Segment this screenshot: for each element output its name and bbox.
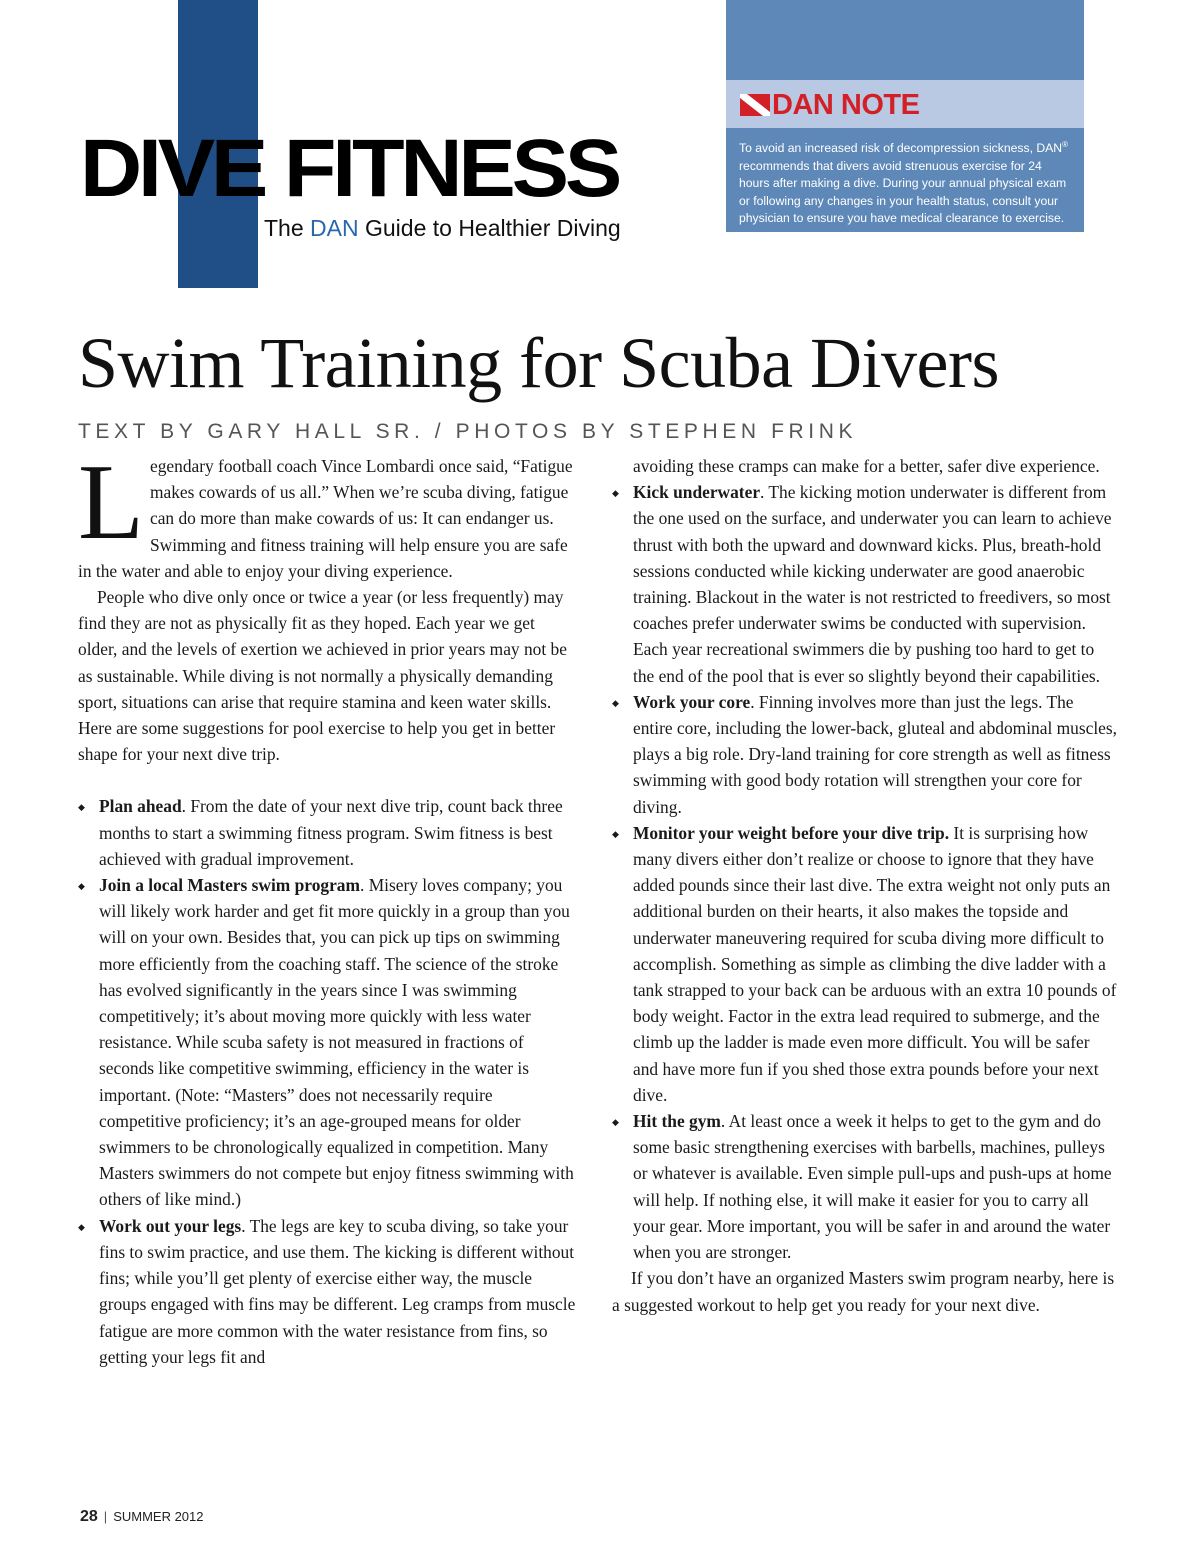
- section-subtitle: [264, 215, 621, 242]
- article-column-left: [78, 443, 578, 1370]
- footer-separator: |: [103, 1509, 108, 1524]
- registered-mark: ®: [1062, 140, 1069, 149]
- list-item: [612, 689, 1117, 820]
- tip-text: . Misery loves company; you will likely work harder and get fit more quickly in a group than you will on your own. Besides that, you can pick up tips on swimming more efficiently from the coaching staff. The science of the stroke has evolved significantly in the years since I was swimming competitively; it’s about moving more quickly with less water resistance. While scuba safety is not measured in fractions of seconds like competitive swimming, efficiency in the water is important. (Note: “Masters” does not necessarily require competitive proficiency; it’s an age-grouped means for older swimmers to be chronologically equalized in competition. Many Masters swimmers do not compete but enjoy fitness swimming with others of like mind.): [99, 875, 574, 1210]
- closing-paragraph: If you don’t have an organized Masters swim program nearby, here is a suggested workout to help get you ready for your next dive.: [612, 1268, 1115, 1315]
- dan-note-heading: DAN NOTE: [772, 89, 920, 121]
- dan-note-box: [726, 0, 1084, 232]
- tip-text: . Finning involves more than just the legs. The entire core, including the lower-back, gluteal and abdominal muscles, plays a big role. Dry-land training for core strength as well as fitness swimming with good body rotation will strengthen your core for diving.: [633, 691, 1118, 817]
- tip-lead: Kick underwater: [633, 482, 761, 503]
- intro-paragraph: [78, 443, 578, 584]
- page-number: 28: [80, 1508, 98, 1525]
- dan-logo-icon: [740, 94, 770, 116]
- subtitle-post: Guide to Healthier Diving: [358, 215, 621, 241]
- intro-text: egendary football coach Vince Lombardi once said, “Fatigue makes cowards of us all.” When we’re scuba diving, fatigue can do more than make cowards of us: It can endanger us. Swimming and fitness training will help ensure you are safe in the water and able to enjoy your diving experience.: [78, 456, 573, 581]
- tips-list-right: [612, 479, 1117, 1265]
- tips-list-left: [78, 793, 578, 1369]
- note-text-b: recommends that divers avoid strenuous exercise for 24 hours after making a dive. During your annual physical exam or following any changes in your health status, consult your physician to ensure you have medical clearance to exercise.: [739, 158, 1067, 226]
- issue-label: SUMMER 2012: [113, 1509, 204, 1524]
- tip-lead: Work out your legs: [99, 1215, 242, 1236]
- tip-text: . The legs are key to scuba diving, so take your fins to swim practice, and use them. The kicking is different without fins; while you’ll get plenty of exercise either way, the muscle groups engaged with fins may be different. Leg cramps from muscle fatigue are more common with the water resistance from fins, so getting your legs fit and: [99, 1215, 576, 1367]
- byline: TEXT BY GARY HALL SR. / PHOTOS BY STEPHEN FRINK: [78, 420, 858, 443]
- tip-lead: Hit the gym: [633, 1111, 721, 1132]
- page-footer: [80, 1508, 204, 1526]
- dan-note-text: [739, 136, 1069, 228]
- list-item: [78, 793, 578, 872]
- subtitle-brand: DAN: [310, 215, 359, 241]
- body-paragraph: People who dive only once or twice a year (or less frequently) may find they are not as physically fit as they hoped. Each year we get older, and the levels of exertion we achieved in prior years may not be as sustainable. While diving is not normally a physically demanding sport, situations can arise that require stamina and keen water skills. Here are some suggestions for pool exercise to help you get in better shape for your next dive trip.: [78, 587, 567, 765]
- subtitle-pre: The: [264, 215, 311, 241]
- list-item: [612, 479, 1117, 689]
- tip-lead: Plan ahead: [99, 796, 182, 817]
- note-text-a: To avoid an increased risk of decompression sickness, DAN: [739, 141, 1063, 156]
- tip-text: . At least once a week it helps to get to the gym and do some basic strengthening exercises with barbells, machines, pulleys or whatever is available. Even simple pull-ups and push-ups at home will help. If nothing else, it will make it easier for you to carry all your gear. More important, you will be safer in and around the water when you are stronger.: [633, 1111, 1112, 1263]
- section-title: DIVE FITNESS: [80, 123, 619, 214]
- tip-lead: Monitor your weight before your dive trip.: [633, 822, 950, 843]
- list-item: [612, 1108, 1117, 1265]
- tip-lead: Join a local Masters swim program: [99, 875, 360, 896]
- paragraph-gap: [78, 767, 578, 793]
- tip-text: . From the date of your next dive trip, count back three months to start a swimming fitness program. Swim fitness is best achieved with gradual improvement.: [99, 796, 563, 869]
- list-item: [78, 872, 578, 1213]
- article-column-right: [612, 453, 1117, 1318]
- drop-cap: L: [78, 443, 144, 562]
- tip-lead: Work your core: [633, 691, 751, 712]
- tip-text: It is surprising how many divers either don’t realize or choose to ignore that they have added pounds since their last dive. The extra weight not only puts an additional burden on their hearts, it also makes the topside and underwater maneuvering required for scuba diving more difficult to accomplish. Something as simple as climbing the dive ladder with a tank strapped to your back can be arduous with an extra 10 pounds of body weight. Factor in the extra lead required to submerge, and the climb up the ladder is made even more difficult. You will be safer and have more fun if you shed those extra pounds before your next dive.: [633, 822, 1117, 1105]
- continuation-text: avoiding these cramps can make for a better, safer dive experience.: [633, 456, 1100, 476]
- tip-text: . The kicking motion underwater is different from the one used on the surface, and underwater you can learn to achieve thrust with both the upward and downward kicks. Plus, breath-hold sessions conducted while kicking underwater are good anaerobic training. Blackout in the water is not restricted to freedivers, so most coaches prefer underwater swims be conducted with supervision. Each year recreational swimmers die by pushing too hard to get to the end of the pool that is ever so slightly beyond their capabilities.: [633, 482, 1112, 686]
- list-item: [612, 820, 1117, 1108]
- article-title: Swim Training for Scuba Divers: [78, 323, 999, 403]
- list-item: [78, 1213, 578, 1370]
- dan-note-header: [726, 80, 1084, 128]
